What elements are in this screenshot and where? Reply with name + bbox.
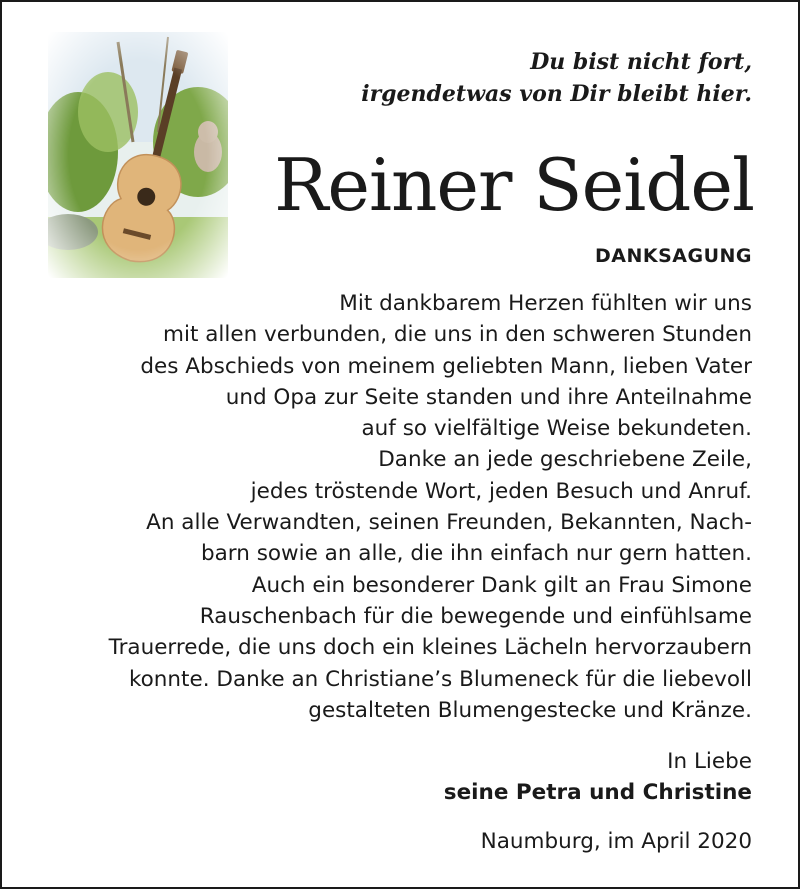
- closing-line: In Liebe: [667, 749, 752, 774]
- text-line: jedes tröstende Wort, jeden Besuch und Anruf.: [250, 478, 752, 504]
- text-line: Rauschenbach für die bewegende und einfühlsame: [199, 603, 752, 629]
- text-line: Auch ein besonderer Dank gilt an Frau Simone: [251, 572, 752, 598]
- thanks-text: [32, 288, 752, 726]
- text-line: Mit dankbarem Herzen fühlten wir uns: [339, 291, 752, 316]
- text-line: des Abschieds von meinem geliebten Mann, lieben Vater: [140, 353, 752, 379]
- text-line: Danke an jede geschriebene Zeile,: [378, 447, 752, 473]
- place-date: Naumburg, im April 2020: [480, 829, 752, 854]
- heading-danksagung: DANKSAGUNG: [594, 245, 752, 267]
- text-line: konnte. Danke an Christiane’s Blumeneck für die liebevoll: [128, 666, 752, 692]
- text-line: und Opa zur Seite standen und ihre Anteilnahme: [225, 384, 752, 410]
- motto-line-1: Du bist nicht fort,: [530, 49, 752, 75]
- motto-line-2: irgendetwas von Dir bleibt hier.: [361, 81, 752, 107]
- signature: seine Petra und Christine: [443, 780, 752, 805]
- closing: [352, 746, 752, 808]
- motto: [332, 46, 752, 110]
- deceased-name: Reiner Seidel: [274, 143, 754, 227]
- text-line: mit allen verbunden, die uns in den schweren Stunden: [163, 322, 752, 348]
- text-line: auf so vielfältige Weise bekundeten.: [361, 416, 752, 442]
- text-line: An alle Verwandten, seinen Freunden, Bekannten, Nach-: [146, 510, 752, 536]
- text-line: Trauerrede, die uns doch ein kleines Lächeln hervorzaubern: [108, 635, 752, 661]
- text-line: gestalteten Blumengestecke und Kränze.: [308, 697, 752, 723]
- text-line: barn sowie an alle, die ihn einfach nur gern hatten.: [200, 541, 752, 567]
- guitar-photo: [48, 32, 228, 278]
